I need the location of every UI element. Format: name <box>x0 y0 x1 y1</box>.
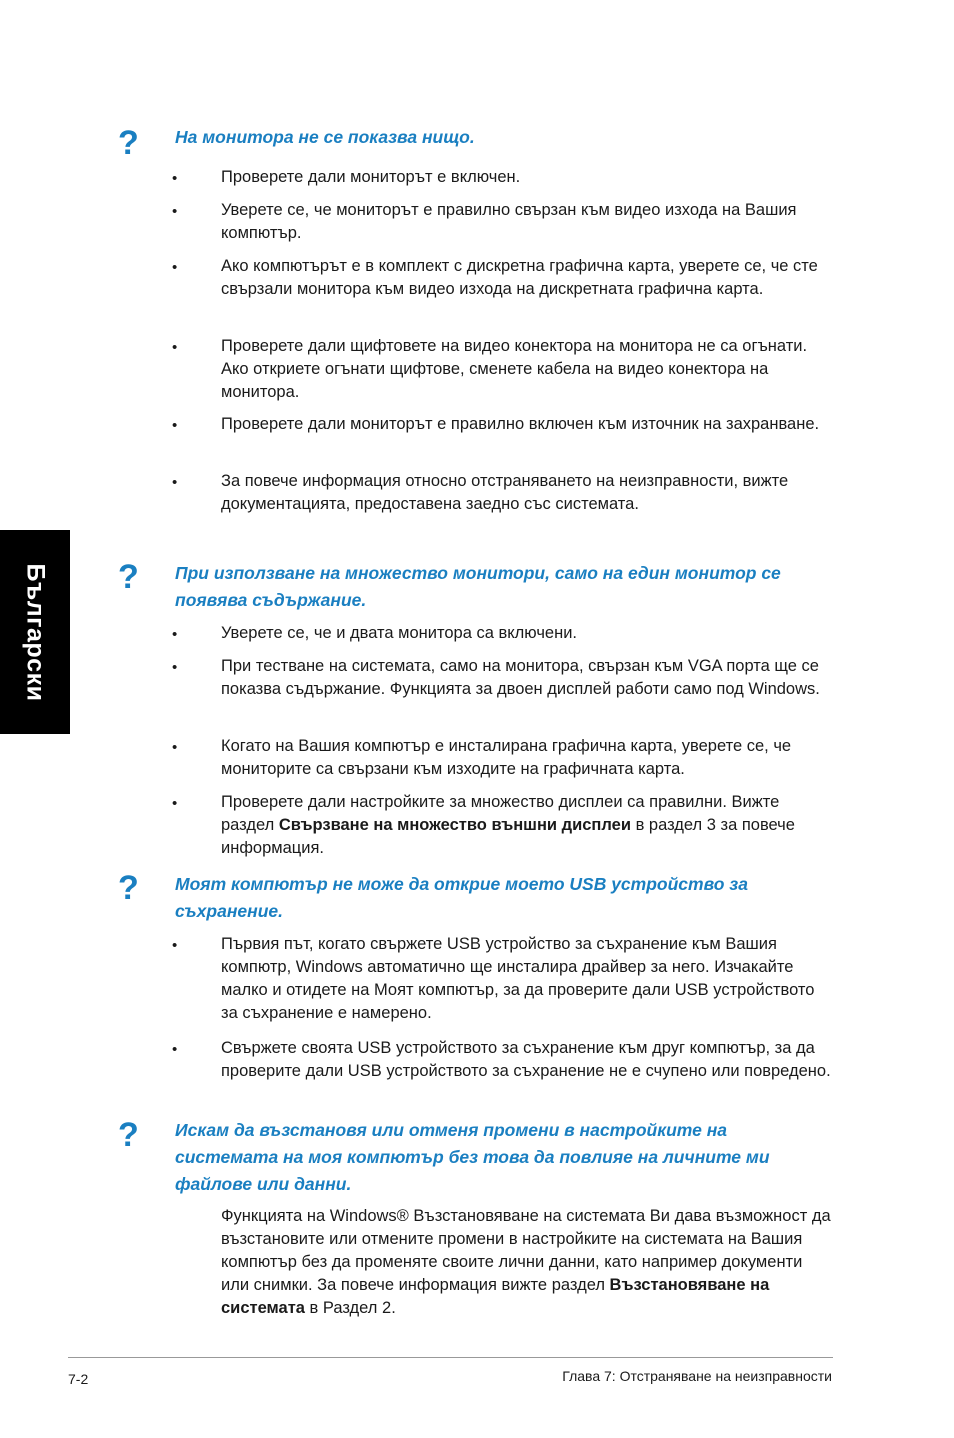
section-reference: Свързване на множество външни дисплеи <box>278 816 631 834</box>
section-title-1: На монитора не се показва нищо. <box>175 127 475 147</box>
bullet-icon: • <box>172 474 178 491</box>
list-item: Уверете се, че мониторът е правилно свързан към видео изхода на Вашия компютър. <box>221 201 797 242</box>
list-item: Първия път, когато свържете USB устройство за съхранение към Вашия компютр, Windows автоматично ще инсталира драйвер за него. Изчакайте малко и отидете на Моят компютър, за да проверите дали USB устройството за съхранение е намерено. <box>221 935 815 1022</box>
list-item: Проверете дали щифтовете на видео конектора на монитора не са огънати. Ако откриете огънати щифтове, сменете кабела на видео конектора на монитора. <box>221 337 808 401</box>
bullet-icon: • <box>172 659 178 676</box>
list-item: При тестване на системата, само на монитора, свързан към VGA порта ще се показва съдържание. Функцията за двоен дисплей работи само под Windows. <box>221 657 820 698</box>
section-paragraph <box>221 1205 831 1320</box>
page-number: 7-2 <box>68 1371 89 1387</box>
list-item: За повече информация относно отстраняването на неизправности, вижте документацията, предоставена заедно със системата. <box>221 472 789 513</box>
question-icon: ? <box>118 558 139 596</box>
bullet-icon: • <box>172 739 178 756</box>
bullet-icon: • <box>172 626 178 643</box>
bullet-icon: • <box>172 339 178 356</box>
bullet-icon: • <box>172 1041 178 1058</box>
paragraph-text: в Раздел 2. <box>304 1299 396 1317</box>
bullet-icon: • <box>172 259 178 276</box>
list-item-text: в раздел 3 за повече информация. <box>221 816 795 857</box>
question-icon: ? <box>118 869 139 907</box>
list-item <box>221 791 831 860</box>
list-item: Уверете се, че и двата монитора са включени. <box>221 624 577 642</box>
bullet-icon: • <box>172 795 178 812</box>
bullet-icon: • <box>172 937 178 954</box>
bullet-icon: • <box>172 417 178 434</box>
bullet-icon: • <box>172 170 178 187</box>
section-title-3: Моят компютър не може да открие моето USB устройство за съхранение. <box>175 874 748 921</box>
language-side-tab <box>0 530 70 734</box>
paragraph-text: Функцията на Windows® Възстановяване на системата Ви дава възможност да възстановите или отмените промени в настройките на системата на Вашия компютър без да променяте своите лични данни, като например документи или снимки. За повече информация вижте раздел <box>221 1207 831 1294</box>
language-tab-label: Български <box>21 563 50 701</box>
footer-divider <box>68 1357 833 1358</box>
list-item: Ако компютърът е в комплект с дискретна графична карта, уверете се, че сте свързали монитора към видео изхода на дискретната графична карта. <box>221 257 818 298</box>
chapter-title: Глава 7: Отстраняване на неизправности <box>562 1368 832 1384</box>
list-item-text: Проверете дали настройките за множество дисплеи са правилни. Вижте раздел <box>221 793 780 834</box>
list-item: Свържете своята USB устройството за съхранение към друг компютър, за да проверите дали USB устройството за съхранение не е счупено или повредено. <box>221 1039 831 1080</box>
list-item: Когато на Вашия компютър е инсталирана графична карта, уверете се, че мониторите са свързани към изходите на графичната карта. <box>221 737 792 778</box>
list-item: Проверете дали мониторът е правилно включен към източник на захранване. <box>221 415 820 433</box>
section-title-4: Искам да възстановя или отменя промени в настройките на системата на моя компютър без това да повлияе на личните ми файлове или данни. <box>175 1120 770 1194</box>
question-icon: ? <box>118 124 139 162</box>
bullet-icon: • <box>172 203 178 220</box>
section-title-2: При използване на множество монитори, само на един монитор се появява съдържание. <box>175 563 781 610</box>
section-reference: Възстановяване на системата <box>221 1276 770 1317</box>
list-item: Проверете дали мониторът е включен. <box>221 168 521 186</box>
question-icon: ? <box>118 1116 139 1154</box>
